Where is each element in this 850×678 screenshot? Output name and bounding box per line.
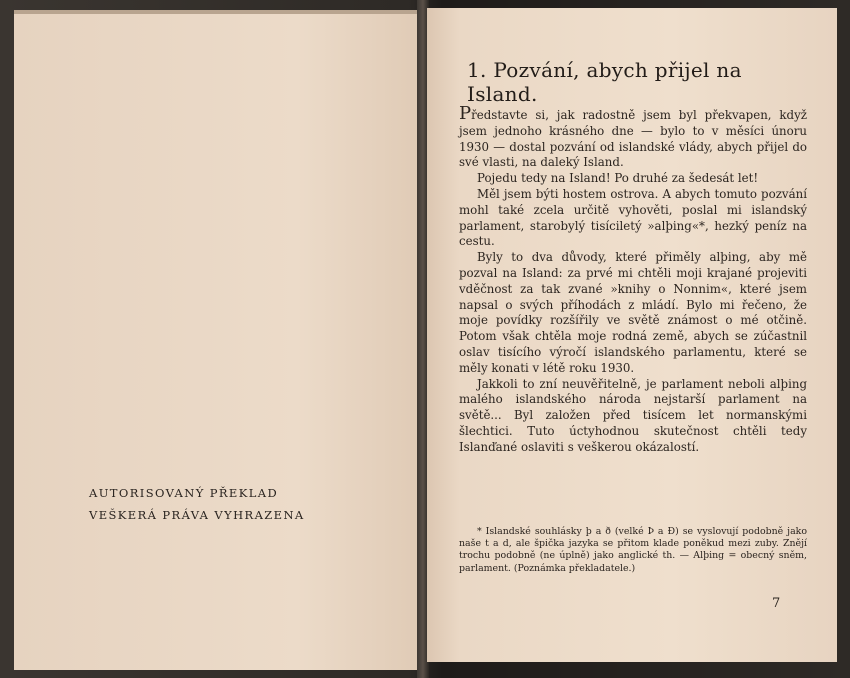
chapter-title: 1. Pozvání, abych přijel na Island. (467, 58, 742, 106)
imprint-line-translation: AUTORISOVANÝ PŘEKLAD (89, 486, 279, 500)
paragraph: Byly to dva důvody, které přiměly alþing, aby mě pozval na Island: za prvé mi chtěli moji krajané projeviti vděčnost za tak zvané »knihy o Nonnim«, které jsem napsal o svých příhodách z mládí. Bylo mi řečeno, že moje povídky rozšířily ve světě známost o mé otčině. Potom však chtěla moje rodná země, abych se zúčastnil oslav tisícího výročí islandského parlamentu, které se měly konati v létě roku 1930. (459, 250, 807, 375)
paragraph (459, 103, 807, 171)
right-page (427, 8, 837, 662)
left-page (14, 10, 419, 670)
page-number: 7 (772, 596, 781, 611)
paragraph: Měl jsem býti hostem ostrova. A abych tomuto pozvání mohl také zcela určitě vyhověti, poslal mi islandský parlament, starobylý tisíciletý »alþing«*, hezký peníz na cestu. (459, 186, 807, 249)
chapter-body (459, 103, 807, 456)
footnote: * Islandské souhlásky þ a ð (velké Þ a Ð) se vyslovují podobně jako naše t a d, ale špička jazyka se přitom klade poněkud mezi zuby. Znějí trochu podobně (ne úplně) jako anglické th. — Alþing = obecný sněm, parlament. (Poznámka překladatele.) (459, 526, 807, 574)
paragraph: Pojedu tedy na Island! Po druhé za šedesát let! (477, 171, 759, 186)
paragraph-text: ředstavte si, jak radostně jsem byl překvapen, když jsem jednoho krásného dne — bylo to v měsíci únoru 1930 — dostal pozvání od islandské vlády, abych přijel do své vlasti, na daleký Island. (459, 108, 807, 170)
copyright-imprint (89, 482, 389, 526)
paragraph: Jakkoli to zní neuvěřitelně, je parlament neboli alþing malého islandského národa nejstarší parlament na světě... Byl založen před tisícem let normanskými šlechtici. Tuto úctyhodnou skutečnost chtěli tedy Islanďané oslaviti s veškerou okázalostí. (459, 376, 807, 454)
imprint-line-rights: VEŠKERÁ PRÁVA VYHRAZENA (89, 508, 305, 522)
drop-cap: P (459, 103, 472, 124)
